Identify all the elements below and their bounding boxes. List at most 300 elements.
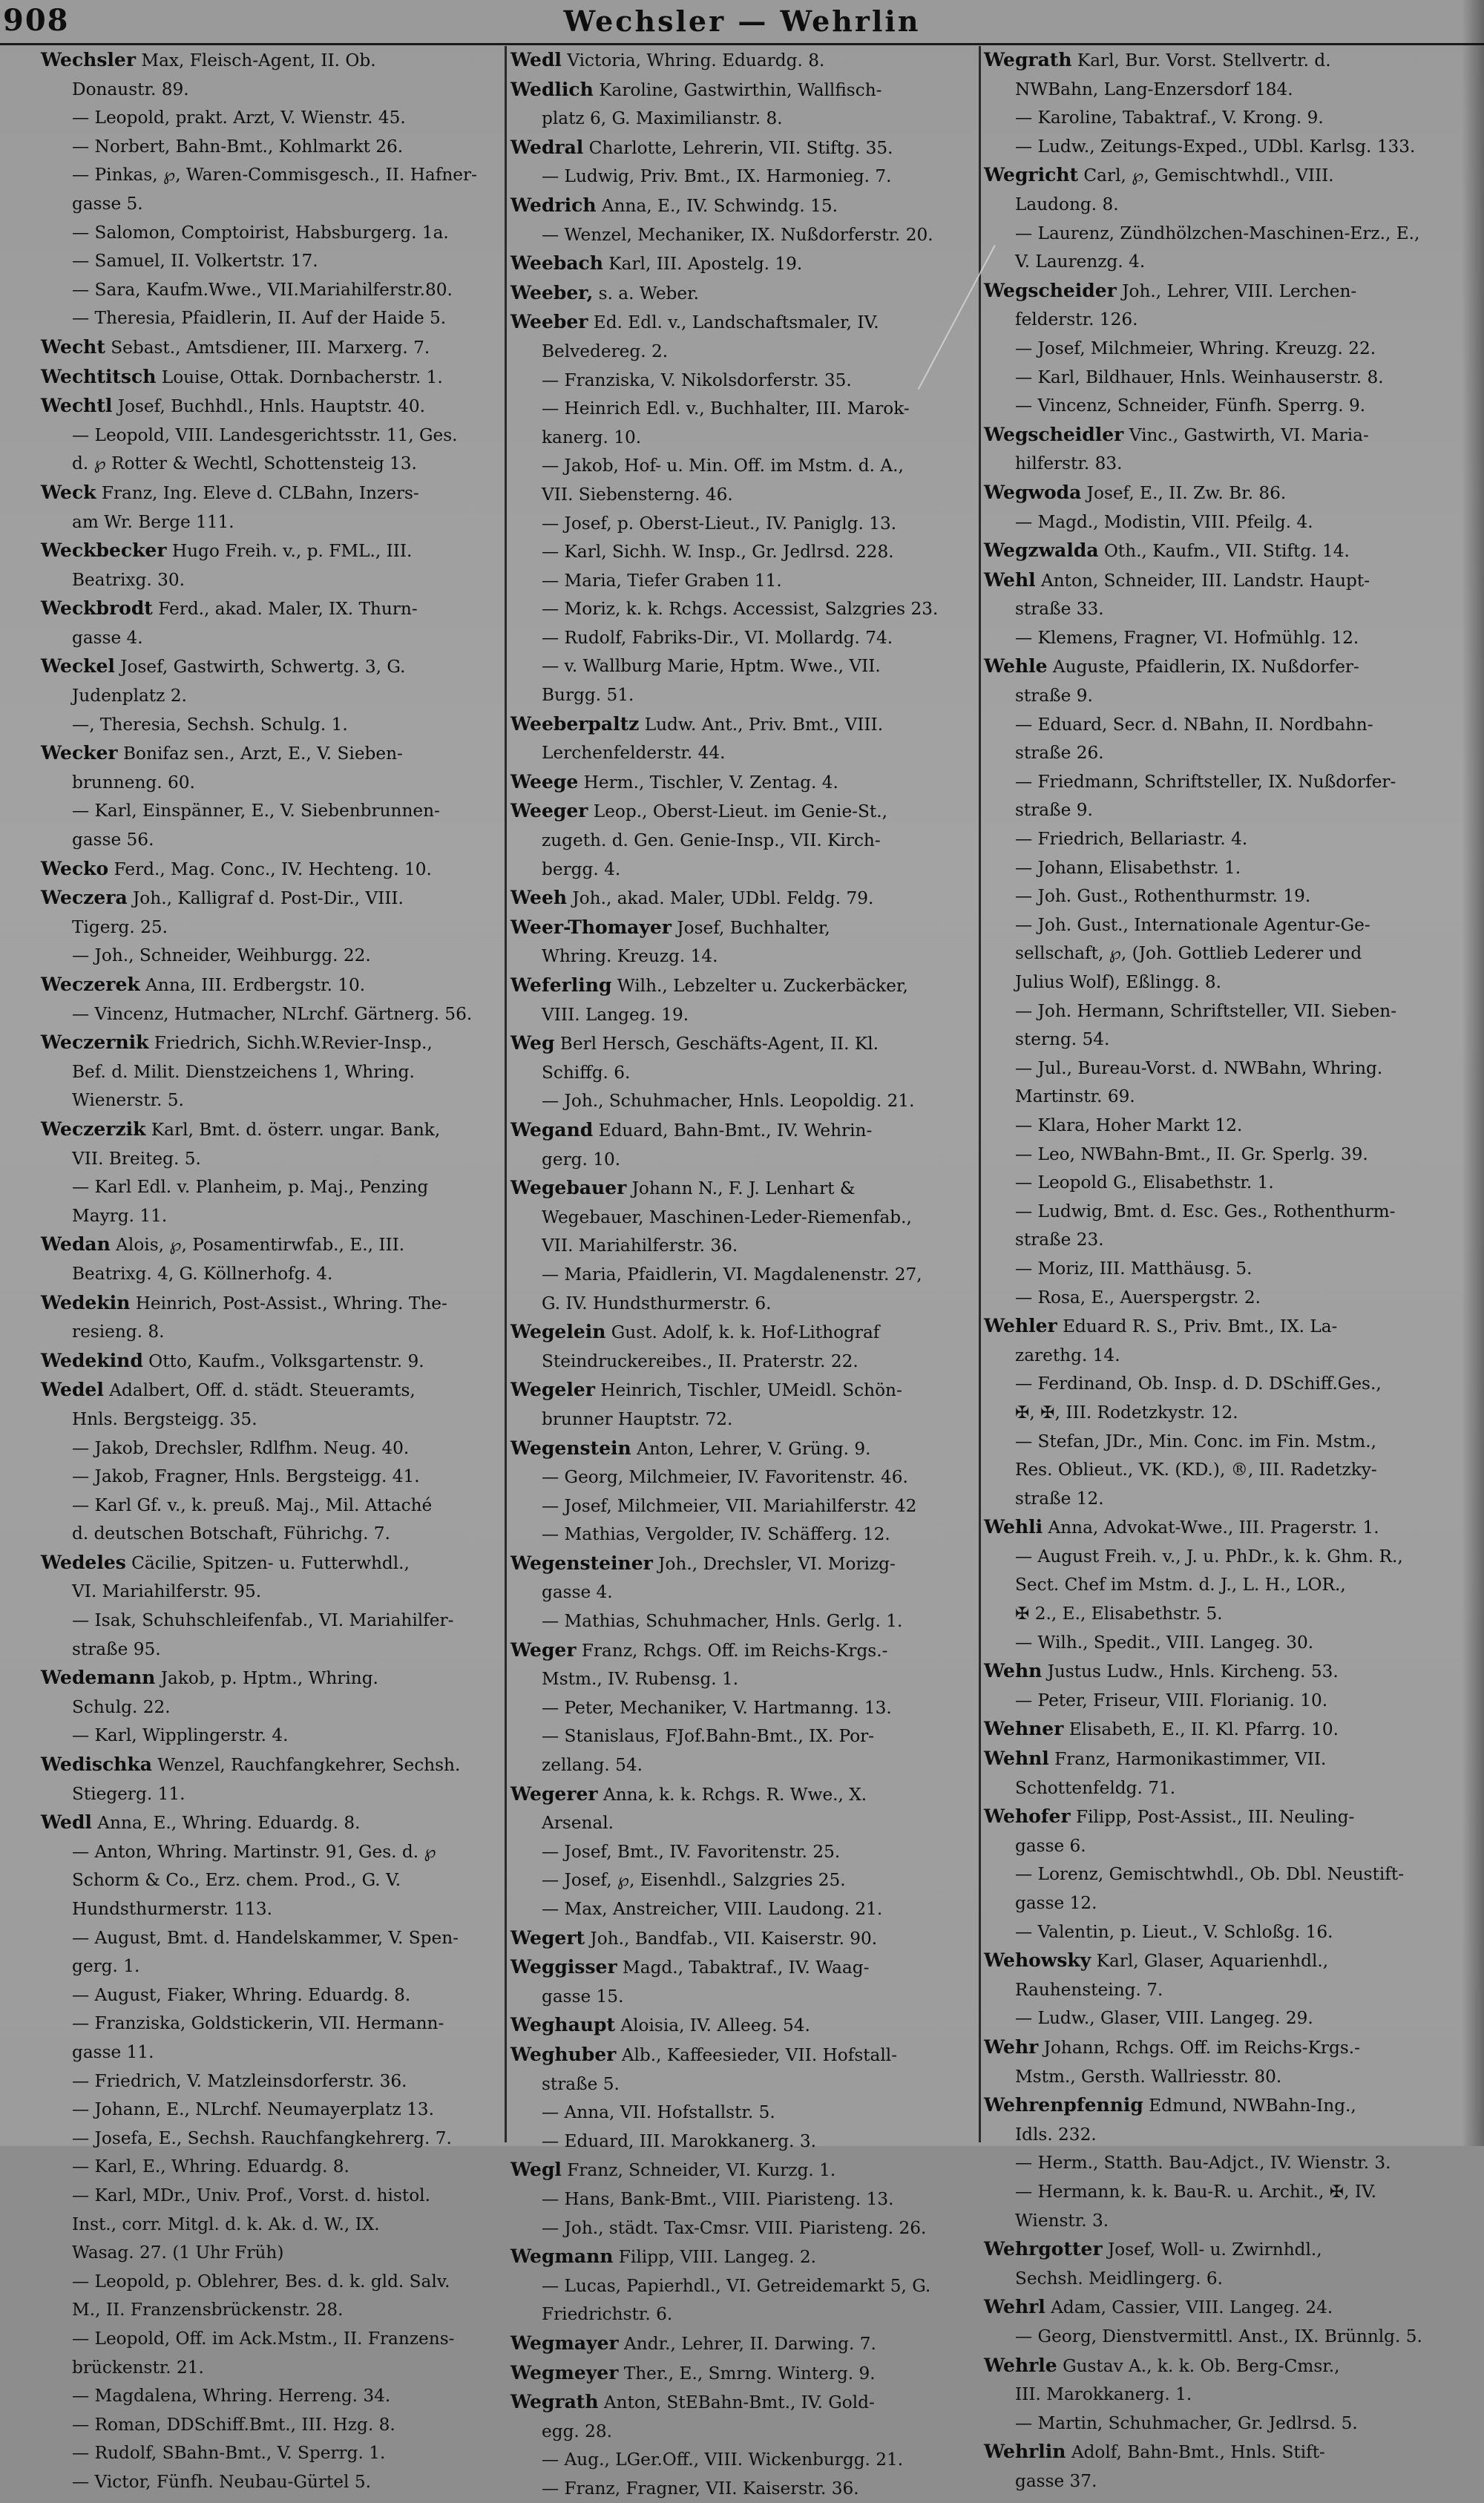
entry-line [984,1687,1450,1716]
entry-surname: Weer-Thomayer [510,916,672,938]
entry-line [984,2004,1450,2033]
entry-line [510,652,976,681]
entry-line [510,2185,976,2214]
entry-head-line [41,1664,501,1693]
entry-text: — Samuel, II. Volkertstr. 17. [72,251,318,272]
entry-line [41,161,501,190]
entry-text: resieng. 8. [72,1322,165,1342]
entry-surname: Weczernik [41,1031,149,1054]
entry-text: — Josef, ℘, Eisenhdl., Salzgries 25. [542,1870,846,1891]
entry-line [510,681,976,710]
entry-text: — Vincenz, Schneider, Fünfh. Sperrg. 9. [1015,396,1366,416]
entry-text: Louise, Ottak. Dornbacherstr. 1. [156,367,443,387]
entry-text: Ed. Edl. v., Landschaftsmaler, IV. [588,312,879,333]
entry-text: Gust. Adolf, k. k. Hof-Lithograf [605,1322,880,1343]
entry-line [984,1198,1450,1227]
entry-surname: Wegand [510,1118,594,1141]
entry-text: straße 95. [72,1638,161,1659]
entry-line [41,2354,501,2383]
entry-head-line [41,1115,501,1145]
entry-text: — Norbert, Bahn-Bmt., Kohlmarkt 26. [72,136,404,157]
entry-line [984,248,1450,277]
entry-line [41,2411,501,2440]
entry-text: Schiffg. 6. [542,1062,631,1083]
entry-line [510,1521,976,1549]
entry-line [984,1255,1450,1284]
entry-head-line [41,392,501,421]
entry-line [41,1924,501,1953]
entry-text: — Rudolf, SBahn-Bmt., V. Sperrg. 1. [72,2443,386,2464]
entry-text: Adolf, Bahn-Bmt., Hnls. Stift- [1066,2442,1325,2463]
entry-line [984,306,1450,335]
entry-head-line [510,1116,976,1146]
entry-text: — Magd., Modistin, VIII. Pfeilg. 4. [1015,511,1313,532]
entry-surname: Weeber [510,311,588,333]
entry-text: — Karl, MDr., Univ. Prof., Vorst. d. histol. [72,2185,430,2205]
entry-text: Josef, E., II. Zw. Br. 86. [1081,482,1287,503]
entry-line [510,2446,976,2475]
entry-line [510,827,976,856]
entry-line [984,1284,1450,1313]
entry-text: Anna, III. Erdbergstr. 10. [139,975,366,995]
entry-surname: Wehner [984,1718,1064,1740]
entry-surname: Wehowsky [984,1949,1091,1972]
entry-text: VII. Breiteg. 5. [72,1148,201,1169]
entry-text: — Roman, DDSchiff.Bmt., III. Hzg. 8. [72,2414,395,2435]
entry-text: — Herm., Statth. Bau-Adjct., IV. Wienstr. 3. [1015,2153,1391,2174]
entry-text: — Eduard, Secr. d. NBahn, II. Nordbahn- [1015,714,1373,735]
entry-surname: Wedral [510,136,584,158]
entry-line [984,739,1450,768]
entry-line [510,2475,976,2503]
entry-head-line [510,913,976,943]
entry-text: straße 5. [542,2073,620,2094]
running-head: Wechsler — Wehrlin [563,4,921,38]
entry-head-line [41,46,501,76]
entry-line [41,1492,501,1521]
entry-head-line [510,1029,976,1059]
entry-surname: Weczerek [41,974,140,995]
entry-head-line [41,537,501,566]
entry-line [510,1866,976,1895]
entry-line [510,1290,976,1319]
entry-surname: Wegmeyer [510,2361,619,2384]
entry-text: Elisabeth, E., II. Kl. Pfarrg. 10. [1063,1719,1339,1740]
entry-head-line [41,855,501,885]
entry-line [41,1636,501,1664]
entry-text: Beatrixg. 4, G. Köllnerhofg. 4. [72,1263,333,1284]
entry-line [984,768,1450,797]
entry-head-line [510,2156,976,2185]
entry-line [510,2099,976,2128]
entry-head-line [510,76,976,105]
entry-line [510,1204,976,1233]
entry-head-line [510,1780,976,1810]
entry-text: — Josef, Milchmeier, Whring. Kreuzg. 22. [1015,338,1376,358]
entry-text: gasse 11. [72,2041,154,2062]
entry-surname: Wegl [510,2159,562,2181]
entry-text: platz 6, G. Maximilianstr. 8. [542,108,783,129]
entry-surname: Wegebauer [510,1177,627,1199]
entry-line [41,1405,501,1434]
entry-text: — Karl, Bildhauer, Hnls. Weinhauserstr. 8. [1015,367,1384,387]
entry-text: —, Theresia, Sechsh. Schulg. 1. [72,714,348,735]
entry-text: — Anton, Whring. Martinstr. 91, Ges. d. ℘ [72,1841,436,1862]
entry-line [41,1895,501,1924]
entry-text: Joh., akad. Maler, UDbl. Feldg. 79. [567,888,874,909]
entry-surname: Wegwoda [984,481,1082,503]
entry-line [41,133,501,162]
entry-text: — Ludw., Zeitungs-Exped., UDbl. Karlsg. 133. [1015,136,1416,157]
entry-text: Donaustr. 89. [72,79,189,99]
entry-surname: Wehle [984,655,1048,678]
entry-text: — Rudolf, Fabriks-Dir., VI. Mollardg. 74. [542,627,893,648]
entry-text: Anna, E., Whring. Eduardg. 8. [91,1813,361,1834]
entry-text: — Karl Gf. v., k. preuß. Maj., Mil. Attaché [72,1495,433,1515]
entry-head-line [984,1715,1450,1745]
entry-text: VI. Mariahilferstr. 95. [72,1581,262,1602]
entry-text: Adam, Cassier, VIII. Langeg. 24. [1045,2297,1333,2318]
entry-text: gerg. 10. [542,1149,621,1170]
entry-surname: Wedl [510,49,562,70]
entry-text: Wienstr. 3. [1015,2210,1109,2231]
entry-text: Ludw. Ant., Priv. Bmt., VIII. [639,714,884,735]
entry-head-line [984,2033,1450,2063]
entry-line [510,1463,976,1492]
entry-text: — Lucas, Papierhdl., VI. Getreidemarkt 5, G. [542,2275,931,2296]
entry-text: bergg. 4. [542,859,621,879]
entry-surname: Wegscheidler [984,423,1124,445]
entry-line [510,1838,976,1867]
entry-line [984,1889,1450,1918]
entry-text: Eduard R. S., Priv. Bmt., IX. La- [1057,1316,1338,1337]
entry-surname: Wecker [41,742,118,764]
entry-text: Alois, ℘, Posamentirwfab., E., III. [110,1235,405,1256]
entry-text: Johann, Rchgs. Off. im Reichs-Krgs.- [1038,2037,1360,2058]
entry-line [41,1866,501,1895]
entry-head-line [984,2235,1450,2265]
entry-head-line [510,1318,976,1348]
entry-surname: Wehrgotter [984,2238,1103,2260]
entry-surname: Wegmayer [510,2332,619,2354]
entry-text: Schulg. 22. [72,1696,171,1717]
entry-text: Karl, Bmt. d. österr. ungar. Bank, [145,1119,441,1140]
entry-text: Bonifaz sen., Arzt, E., V. Sieben- [117,744,403,764]
entry-surname: Wegscheider [984,279,1117,301]
entry-surname: Wedel [41,1379,104,1401]
entry-line [984,1832,1450,1861]
entry-text: — Ludw., Glaser, VIII. Langeg. 29. [1015,2008,1313,2029]
entry-text: — Joh. Gust., Internationale Agentur-Ge- [1015,914,1370,935]
entry-head-line [984,566,1450,596]
entry-line [41,2153,501,2182]
entry-surname: Wedekin [41,1291,131,1313]
entry-text: — Joh., Schneider, Weihburgg. 22. [72,945,371,966]
entry-text: — Stefan, JDr., Min. Conc. im Fin. Mstm., [1015,1431,1376,1451]
entry-head-line [41,1751,501,1780]
entry-text: — Franziska, V. Nikolsdorferstr. 35. [542,370,852,390]
entry-line [984,1918,1450,1947]
entry-surname: Wedan [41,1233,111,1256]
entry-line [41,276,501,305]
entry-line [984,104,1450,133]
entry-line [510,856,976,885]
entry-line [984,1629,1450,1658]
entry-surname: Wegenstein [510,1437,631,1459]
page-header [0,0,1484,45]
entry-line [984,825,1450,854]
entry-line [984,220,1450,249]
entry-line [984,1226,1450,1255]
entry-text: — Josef, Milchmeier, VII. Mariahilferstr. 42 [542,1495,917,1516]
entry-surname: Wechsler [41,49,136,70]
entry-line [984,1112,1450,1141]
entry-text: Ther., E., Smrng. Winterg. 9. [618,2363,876,2384]
entry-surname: Weckbrodt [41,597,153,620]
entry-surname: Wehler [984,1315,1057,1337]
entry-text: Heinrich, Post-Assist., Whring. The- [130,1293,447,1313]
entry-text: Cäcilie, Spitzen- u. Futterwhdl., [125,1552,410,1573]
entry-text: gerg. 1. [72,1956,140,1977]
entry-head-line [41,1230,501,1260]
entry-line [984,1485,1450,1514]
entry-head-line [510,2388,976,2418]
entry-text: brunneng. 60. [72,772,195,793]
entry-line [41,2268,501,2297]
entry-text: Anton, StEBahn-Bmt., IV. Gold- [598,2392,875,2413]
entry-text: — Victor, Fünfh. Neubau-Gürtel 5. [72,2471,371,2492]
entry-text: — Wilh., Spedit., VIII. Langeg. 30. [1015,1632,1314,1653]
entry-text: Anna, Advokat-Wwe., III. Pragerstr. 1. [1043,1518,1379,1538]
entry-text: Adalbert, Off. d. städt. Steueramts, [103,1380,416,1401]
entry-text: Sechsh. Meidlingerg. 6. [1015,2268,1223,2289]
entry-text: Wegebauer, Maschinen-Leder-Riemenfab., [542,1207,912,1227]
entry-text: — Ludwig, Priv. Bmt., IX. Harmonieg. 7. [542,166,892,187]
entry-text: Schottenfeldg. 71. [1015,1777,1176,1798]
entry-text: Stiegerg. 11. [72,1783,186,1804]
entry-head-line [41,1347,501,1377]
entry-text: Anna, E., IV. Schwindg. 15. [596,195,838,216]
entry-line [510,1722,976,1751]
entry-text: sellschaft, ℘, (Joh. Gottlieb Lederer und [1015,943,1362,964]
entry-line [984,682,1450,711]
entry-line [41,1086,501,1115]
entry-text: — Ludwig, Bmt. d. Esc. Ges., Rothenthurm- [1015,1201,1396,1221]
entry-text: Schorm & Co., Erz. chem. Prod., G. V. [72,1870,401,1891]
entry-surname: Weczera [41,887,128,909]
entry-line [41,797,501,826]
entry-text: — v. Wallburg Marie, Hptm. Wwe., VII. [542,656,881,677]
entry-surname: Wegrath [984,49,1072,70]
entry-line [984,2381,1450,2409]
entry-text: straße 9. [1015,800,1093,821]
entry-text: Tigerg. 25. [72,916,168,937]
entry-head-line [41,479,501,508]
entry-text: — Friedrich, Bellariastr. 4. [1015,829,1248,850]
entry-surname: Weczerzik [41,1118,146,1140]
entry-text: — Leopold, Off. im Ack.Mstm., II. Franzens- [72,2328,455,2349]
entry-text: Beatrixg. 30. [72,569,185,590]
entry-line [510,1492,976,1521]
entry-text: Hnls. Bergsteigg. 35. [72,1408,257,1429]
entry-text: — Joh. Hermann, Schriftsteller, VII. Sieben- [1015,1000,1397,1021]
entry-text: — Franz, Fragner, VII. Kaiserstr. 36. [542,2478,859,2499]
entry-surname: Weghaupt [510,2014,616,2036]
entry-line [510,2418,976,2447]
entry-line [984,1054,1450,1083]
entry-line [41,2296,501,2325]
column-3 [984,46,1450,2491]
entry-head-line [984,1657,1450,1687]
entry-text: — Josefa, E., Sechsh. Rauchfangkehrerg. 7. [72,2128,452,2148]
entry-line [41,682,501,711]
entry-text: — Joh., Schuhmacher, Hnls. Leopoldig. 21. [542,1091,915,1112]
entry-head-line [510,308,976,338]
entry-line [41,2096,501,2125]
entry-head-line [41,1289,501,1319]
entry-line [510,1059,976,1088]
entry-text: — Anna, VII. Hofstallstr. 5. [542,2102,775,2123]
entry-line [41,1434,501,1463]
entry-text: Judenplatz 2. [72,686,187,706]
entry-text: Franz, Harmonikastimmer, VII. [1048,1749,1327,1770]
entry-line [41,421,501,450]
entry-surname: Wegricht [984,164,1079,186]
entry-line [41,2325,501,2354]
entry-line [984,1600,1450,1629]
entry-head-line [510,134,976,163]
entry-text: Hugo Freih. v., p. FML., III. [166,541,413,562]
entry-line [41,1058,501,1087]
entry-text: — Eduard, III. Marokkanerg. 3. [542,2130,816,2151]
entry-text: Friedrichstr. 6. [542,2304,673,2325]
entry-line [41,1145,501,1174]
entry-head-line [510,191,976,221]
entry-text: — Theresia, Pfaidlerin, II. Auf der Haide 5. [72,308,447,329]
entry-head-line [510,2243,976,2272]
entry-line [41,1520,501,1549]
entry-head-line [510,1376,976,1405]
entry-text: — Aug., LGer.Off., VIII. Wickenburgg. 21. [542,2450,904,2470]
entry-text: zugeth. d. Gen. Genie-Insp., VII. Kirch- [542,830,881,851]
entry-line [984,1083,1450,1112]
entry-surname: Wegert [510,1926,585,1949]
entry-line [41,1838,501,1867]
entry-head-line [41,1808,501,1838]
entry-head-line [41,594,501,624]
entry-line [984,1571,1450,1600]
entry-text: Franz, Rchgs. Off. im Reichs-Krgs.- [576,1640,888,1661]
entry-text: — Maria, Tiefer Graben 11. [542,570,782,591]
entry-head-line [984,1312,1450,1342]
entry-text: Franz, Ing. Eleve d. CLBahn, Inzers- [96,482,419,503]
entry-line [984,1399,1450,1428]
entry-line [510,1087,976,1116]
entry-text: — Klemens, Fragner, VI. Hofmühlg. 12. [1015,627,1359,648]
entry-text: Mstm., IV. Rubensg. 1. [542,1669,739,1690]
entry-text: Eduard, Bahn-Bmt., IV. Wehrin- [593,1120,873,1141]
entry-text: — Joh. Gust., Rothenthurmstr. 19. [1015,886,1311,907]
entry-text: zellang. 54. [542,1755,643,1776]
entry-text: Herm., Tischler, V. Zentag. 4. [578,772,838,793]
entry-surname: Wedischka [41,1754,152,1776]
entry-surname: Wehl [984,568,1036,591]
entry-line [41,1173,501,1202]
entry-line [984,2149,1450,2178]
entry-line [984,1370,1450,1399]
entry-text: gasse 6. [1015,1835,1086,1856]
entry-surname: Wedemann [41,1667,156,1689]
entry-line [510,538,976,567]
entry-surname: Weger [510,1638,577,1661]
entry-head-line [41,1029,501,1058]
entry-text: Aloisia, IV. Alleeg. 54. [615,2015,810,2036]
entry-text: Joh., Kalligraf d. Post-Dir., VIII. [127,888,404,909]
entry-text: Mstm., Gersth. Wallriesstr. 80. [1015,2066,1282,2087]
entry-line [510,1983,976,2012]
entry-line [510,2300,976,2329]
entry-line [984,882,1450,911]
entry-text: Justus Ludw., Hnls. Kircheng. 53. [1042,1661,1339,1682]
entry-text: — Josef, Bmt., IV. Favoritenstr. 25. [542,1841,841,1862]
entry-text: — Karl, E., Whring. Eduardg. 8. [72,2156,349,2177]
entry-head-line [510,2329,976,2359]
entry-text: — Hermann, k. k. Bau-R. u. Archit., ✠, IV. [1015,2181,1377,2202]
entry-text: — Georg, Dienstvermittl. Anst., IX. Brünnlg. 5. [1015,2326,1422,2346]
entry-line [984,1456,1450,1485]
entry-text: Karl, Bur. Vorst. Stellvertr. d. [1071,50,1331,70]
entry-text: hilferstr. 83. [1015,453,1123,474]
entry-text: NWBahn, Lang-Enzersdorf 184. [1015,79,1293,99]
entry-line [510,2128,976,2156]
entry-text: — Hans, Bank-Bmt., VIII. Piaristeng. 13. [542,2188,894,2209]
column-divider [979,46,981,2142]
entry-line [510,338,976,367]
entry-text: Karoline, Gastwirthin, Wallfisch- [593,79,882,100]
entry-text: — Vincenz, Hutmacher, NLrchf. Gärtnerg. 56. [72,1003,473,1024]
entry-line [510,1694,976,1723]
entry-line [510,1809,976,1838]
entry-head-line [984,2438,1450,2467]
entry-text: Joh., Drechsler, VI. Morizg- [652,1553,896,1574]
entry-line [510,1146,976,1175]
entry-text: Oth., Kaufm., VII. Stiftg. 14. [1098,541,1350,562]
entry-surname: Wechtl [41,395,113,417]
entry-line [41,566,501,595]
entry-head-line [984,537,1450,566]
entry-text: egg. 28. [542,2421,613,2441]
entry-text: — Johann, Elisabethstr. 1. [1015,857,1241,878]
entry-text: Alb., Kaffeesieder, VII. Hofstall- [616,2044,898,2065]
entry-text: Res. Oblieut., VK. (KD.), ®, III. Radetzky- [1015,1460,1377,1480]
entry-surname: Wehrl [984,2296,1045,2318]
entry-line [984,911,1450,940]
column-divider [505,46,507,2142]
entry-head-line [984,161,1450,191]
entry-line [41,1693,501,1722]
entry-text: Josef, Gastwirth, Schwertg. 3, G. [114,657,406,678]
entry-line [41,1981,501,2010]
entry-line [510,2272,976,2301]
entry-line [41,76,501,105]
entry-surname: Wedl [41,1811,92,1834]
entry-text: Carl, ℘, Gemischtwhdl., VIII. [1078,165,1334,186]
entry-line [510,1001,976,1030]
entry-line [41,2067,501,2096]
entry-text: Ferd., akad. Maler, IX. Thurn- [152,599,418,620]
entry-text: V. Laurenzg. 4. [1015,252,1146,272]
entry-text: Filipp, Post-Assist., III. Neuling- [1070,1807,1355,1828]
